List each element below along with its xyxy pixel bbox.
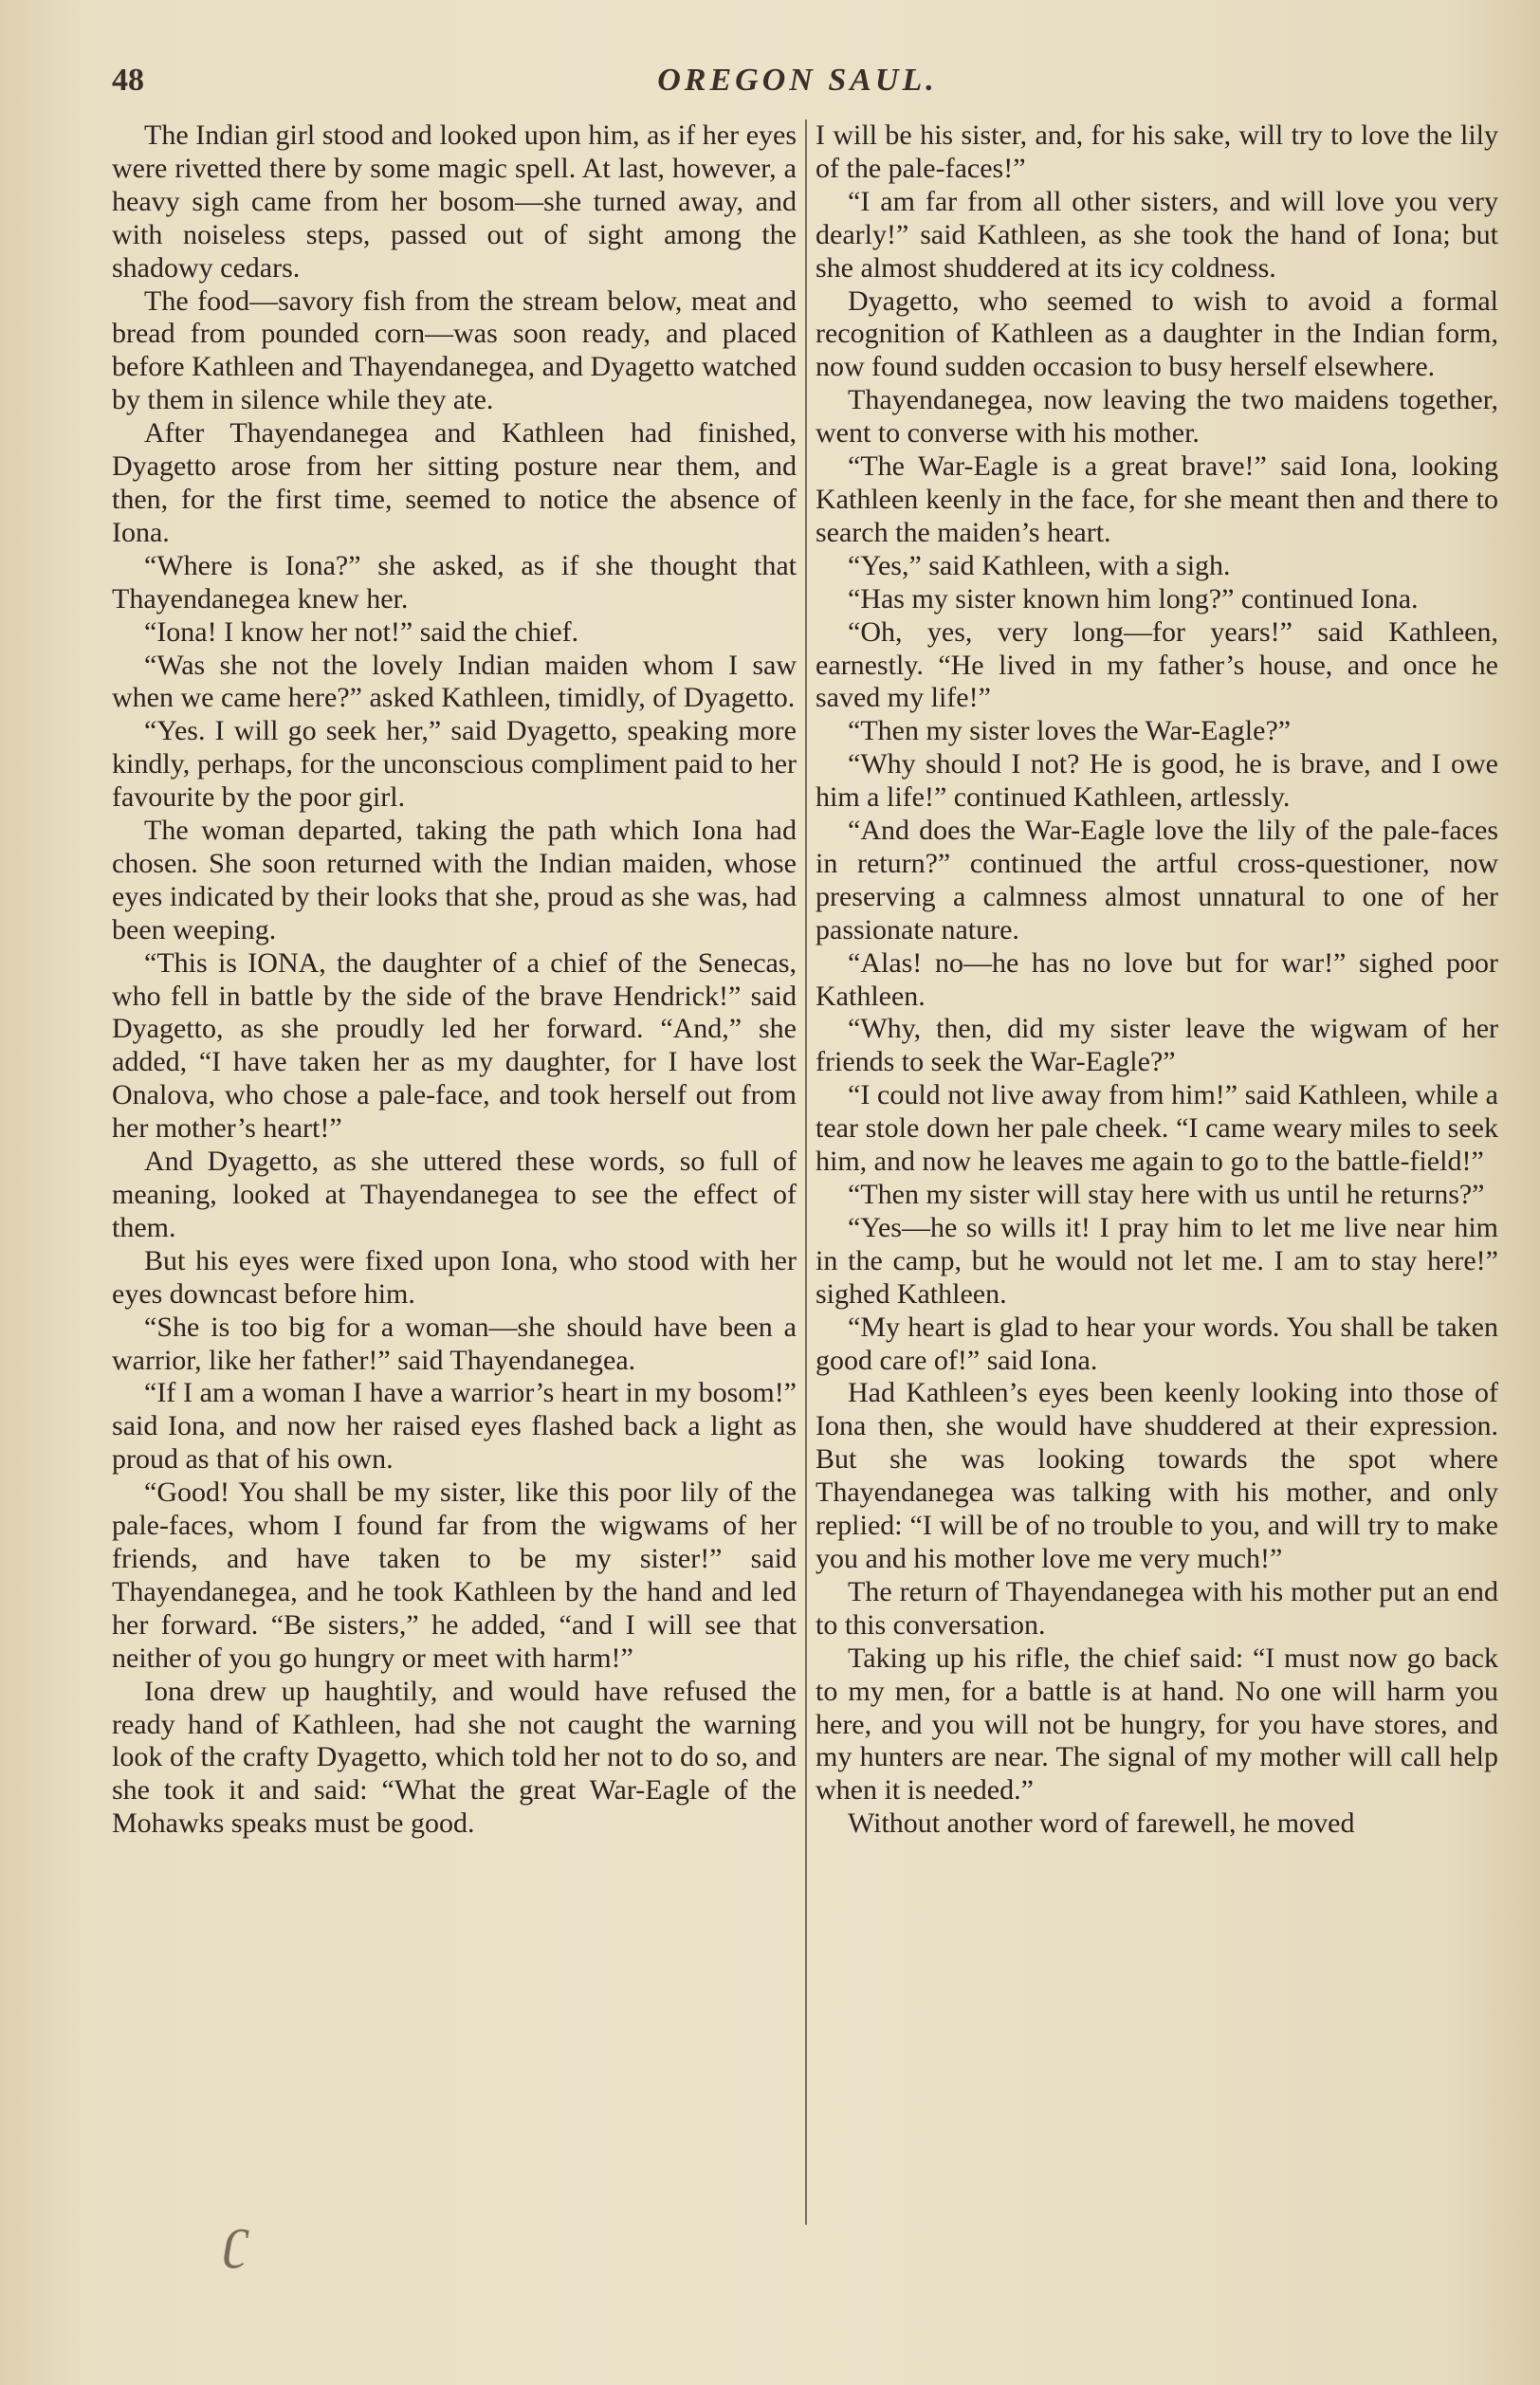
left-column	[112, 119, 797, 2282]
paragraph: The return of Thayendanegea with his mother put an end to this conversation.	[816, 1575, 1498, 1641]
paragraph: Taking up his rifle, the chief said: “I must now go back to my men, for a battle is at hand. No one will harm you here, and you will not be hungry, for you have stores, and my hunters are near. The signal of my mother will call help when it is needed.”	[816, 1642, 1498, 1807]
paragraph: The Indian girl stood and looked upon him, as if her eyes were rivetted there by some magic spell. At last, however, a heavy sigh came from her bosom—she turned away, and with noiseless steps, passed out of sight among the shadowy cedars.	[112, 119, 797, 284]
paragraph: After Thayendanegea and Kathleen had finished, Dyagetto arose from her sitting posture near them, and then, for the first time, seemed to notice the absence of Iona.	[112, 417, 797, 548]
paragraph: “Then my sister will stay here with us until he returns?”	[848, 1179, 1485, 1210]
paragraph: And Dyagetto, as she uttered these words, so full of meaning, looked at Thayendanegea to see the effect of them.	[112, 1146, 797, 1243]
page-header	[112, 63, 1483, 110]
paragraph: “The War-Eagle is a great brave!” said Iona, looking Kathleen keenly in the face, for she meant then and there to search the maiden’s heart.	[816, 450, 1498, 548]
paragraph: “This is IONA, the daughter of a chief of the Senecas, who fell in battle by the side of the brave Hendrick!” said Dyagetto, as she proudly led her forward. “And,” she added, “I have taken her as my daughter, for I have lost Onalova, who chose a pale-face, and took herself out from her mother’s heart!”	[112, 946, 797, 1145]
paragraph: “Yes—he so wills it! I pray him to let me live near him in the camp, but he would not let me. I am to stay here!” sighed Kathleen.	[816, 1211, 1498, 1310]
paragraph: “She is too big for a woman—she should have been a warrior, like her father!” said Thayendanegea.	[112, 1311, 797, 1376]
paragraph: Dyagetto, who seemed to wish to avoid a formal recognition of Kathleen as a daughter in the Indian form, now found sudden occasion to busy herself elsewhere.	[816, 284, 1498, 383]
paragraph: “Yes. I will go seek her,” said Dyagetto, speaking more kindly, perhaps, for the unconscious compliment paid to her favourite by the poor girl.	[112, 715, 797, 814]
right-column	[816, 119, 1498, 2282]
paragraph: “Alas! no—he has no love but for war!” sighed poor Kathleen.	[816, 946, 1498, 1012]
paragraph: “Good! You shall be my sister, like this poor lily of the pale-faces, whom I found far from the wigwams of her friends, and have taken to be my sister!” said Thayendanegea, and he took Kathleen by the hand and led her forward. “Be sisters,” he added, “and I will see that neither of you go hungry or meet with harm!”	[112, 1477, 797, 1674]
paragraph: “Has my sister known him long?” continued Iona.	[848, 582, 1419, 615]
paragraph: Had Kathleen’s eyes been keenly looking into those of Iona then, she would have shuddered at their expression. But she was looking towards the spot where Thayendanegea was talking with his mother, and only replied: “I will be of no trouble to you, and will try to make you and his mother love me very much!”	[816, 1377, 1498, 1574]
paragraph: “Why should I not? He is good, he is brave, and I owe him a life!” continued Kathleen, artlessly.	[816, 748, 1498, 814]
paragraph: “I am far from all other sisters, and will love you very dearly!” said Kathleen, as she took the hand of Iona; but she almost shuddered at its icy coldness.	[816, 185, 1498, 284]
paragraph: “Iona! I know her not!” said the chief.	[144, 615, 579, 648]
paragraph: The woman departed, taking the path which Iona had chosen. She soon returned with the Indian maiden, whose eyes indicated by their looks that she, proud as she was, had been weeping.	[112, 815, 797, 945]
ink-mark-icon: ʗ	[224, 2206, 249, 2268]
page-number: 48	[112, 63, 144, 98]
paragraph: “Was she not the lovely Indian maiden whom I saw when we came here?” asked Kathleen, timidly, of Dyagetto.	[112, 649, 797, 714]
column-divider	[805, 119, 807, 2225]
continuation-paragraph: I will be his sister, and, for his sake, will try to love the lily of the pale-faces!”	[816, 119, 1498, 184]
paragraph: The food—savory fish from the stream below, meat and bread from pounded corn—was soon ready, and placed before Kathleen and Thayendanegea, and Dyagetto watched by them in silence while they ate.	[112, 284, 797, 416]
paragraph: “And does the War-Eagle love the lily of the pale-faces in return?” continued the artful cross-questioner, now preserving a calmness almost unnatural to one of her passionate nature.	[816, 815, 1498, 945]
paragraph: Without another word of farewell, he moved	[848, 1807, 1355, 1840]
paragraph: But his eyes were fixed upon Iona, who stood with her eyes downcast before him.	[112, 1244, 797, 1310]
running-title: OREGON SAUL.	[657, 63, 938, 98]
paragraph: “Why, then, did my sister leave the wigwam of her friends to seek the War-Eagle?”	[816, 1013, 1498, 1078]
paragraph: “My heart is glad to hear your words. You shall be taken good care of!” said Iona.	[816, 1311, 1498, 1376]
paragraph: Thayendanegea, now leaving the two maidens together, went to converse with his mother.	[816, 384, 1498, 449]
paragraph: “Then my sister loves the War-Eagle?”	[848, 715, 1292, 747]
paragraph: Iona drew up haughtily, and would have refused the ready hand of Kathleen, had she not caught the warning look of the crafty Dyagetto, which told her not to do so, and she took it and said: “What the great War-Eagle of the Mohawks speaks must be good.	[112, 1675, 797, 1840]
paragraph: “Where is Iona?” she asked, as if she thought that Thayendanegea knew her.	[112, 549, 797, 615]
paragraph: “Oh, yes, very long—for years!” said Kathleen, earnestly. “He lived in my father’s house, and once he saved my life!”	[816, 615, 1498, 714]
paragraph: “I could not live away from him!” said Kathleen, while a tear stole down her pale cheek. “I came weary miles to seek him, and now he leaves me again to go to the battle-field!”	[816, 1079, 1498, 1178]
paragraph: “Yes,” said Kathleen, with a sigh.	[848, 549, 1231, 581]
paragraph: “If I am a woman I have a warrior’s heart in my bosom!” said Iona, and now her raised eyes flashed back a light as proud as that of his own.	[112, 1377, 797, 1476]
